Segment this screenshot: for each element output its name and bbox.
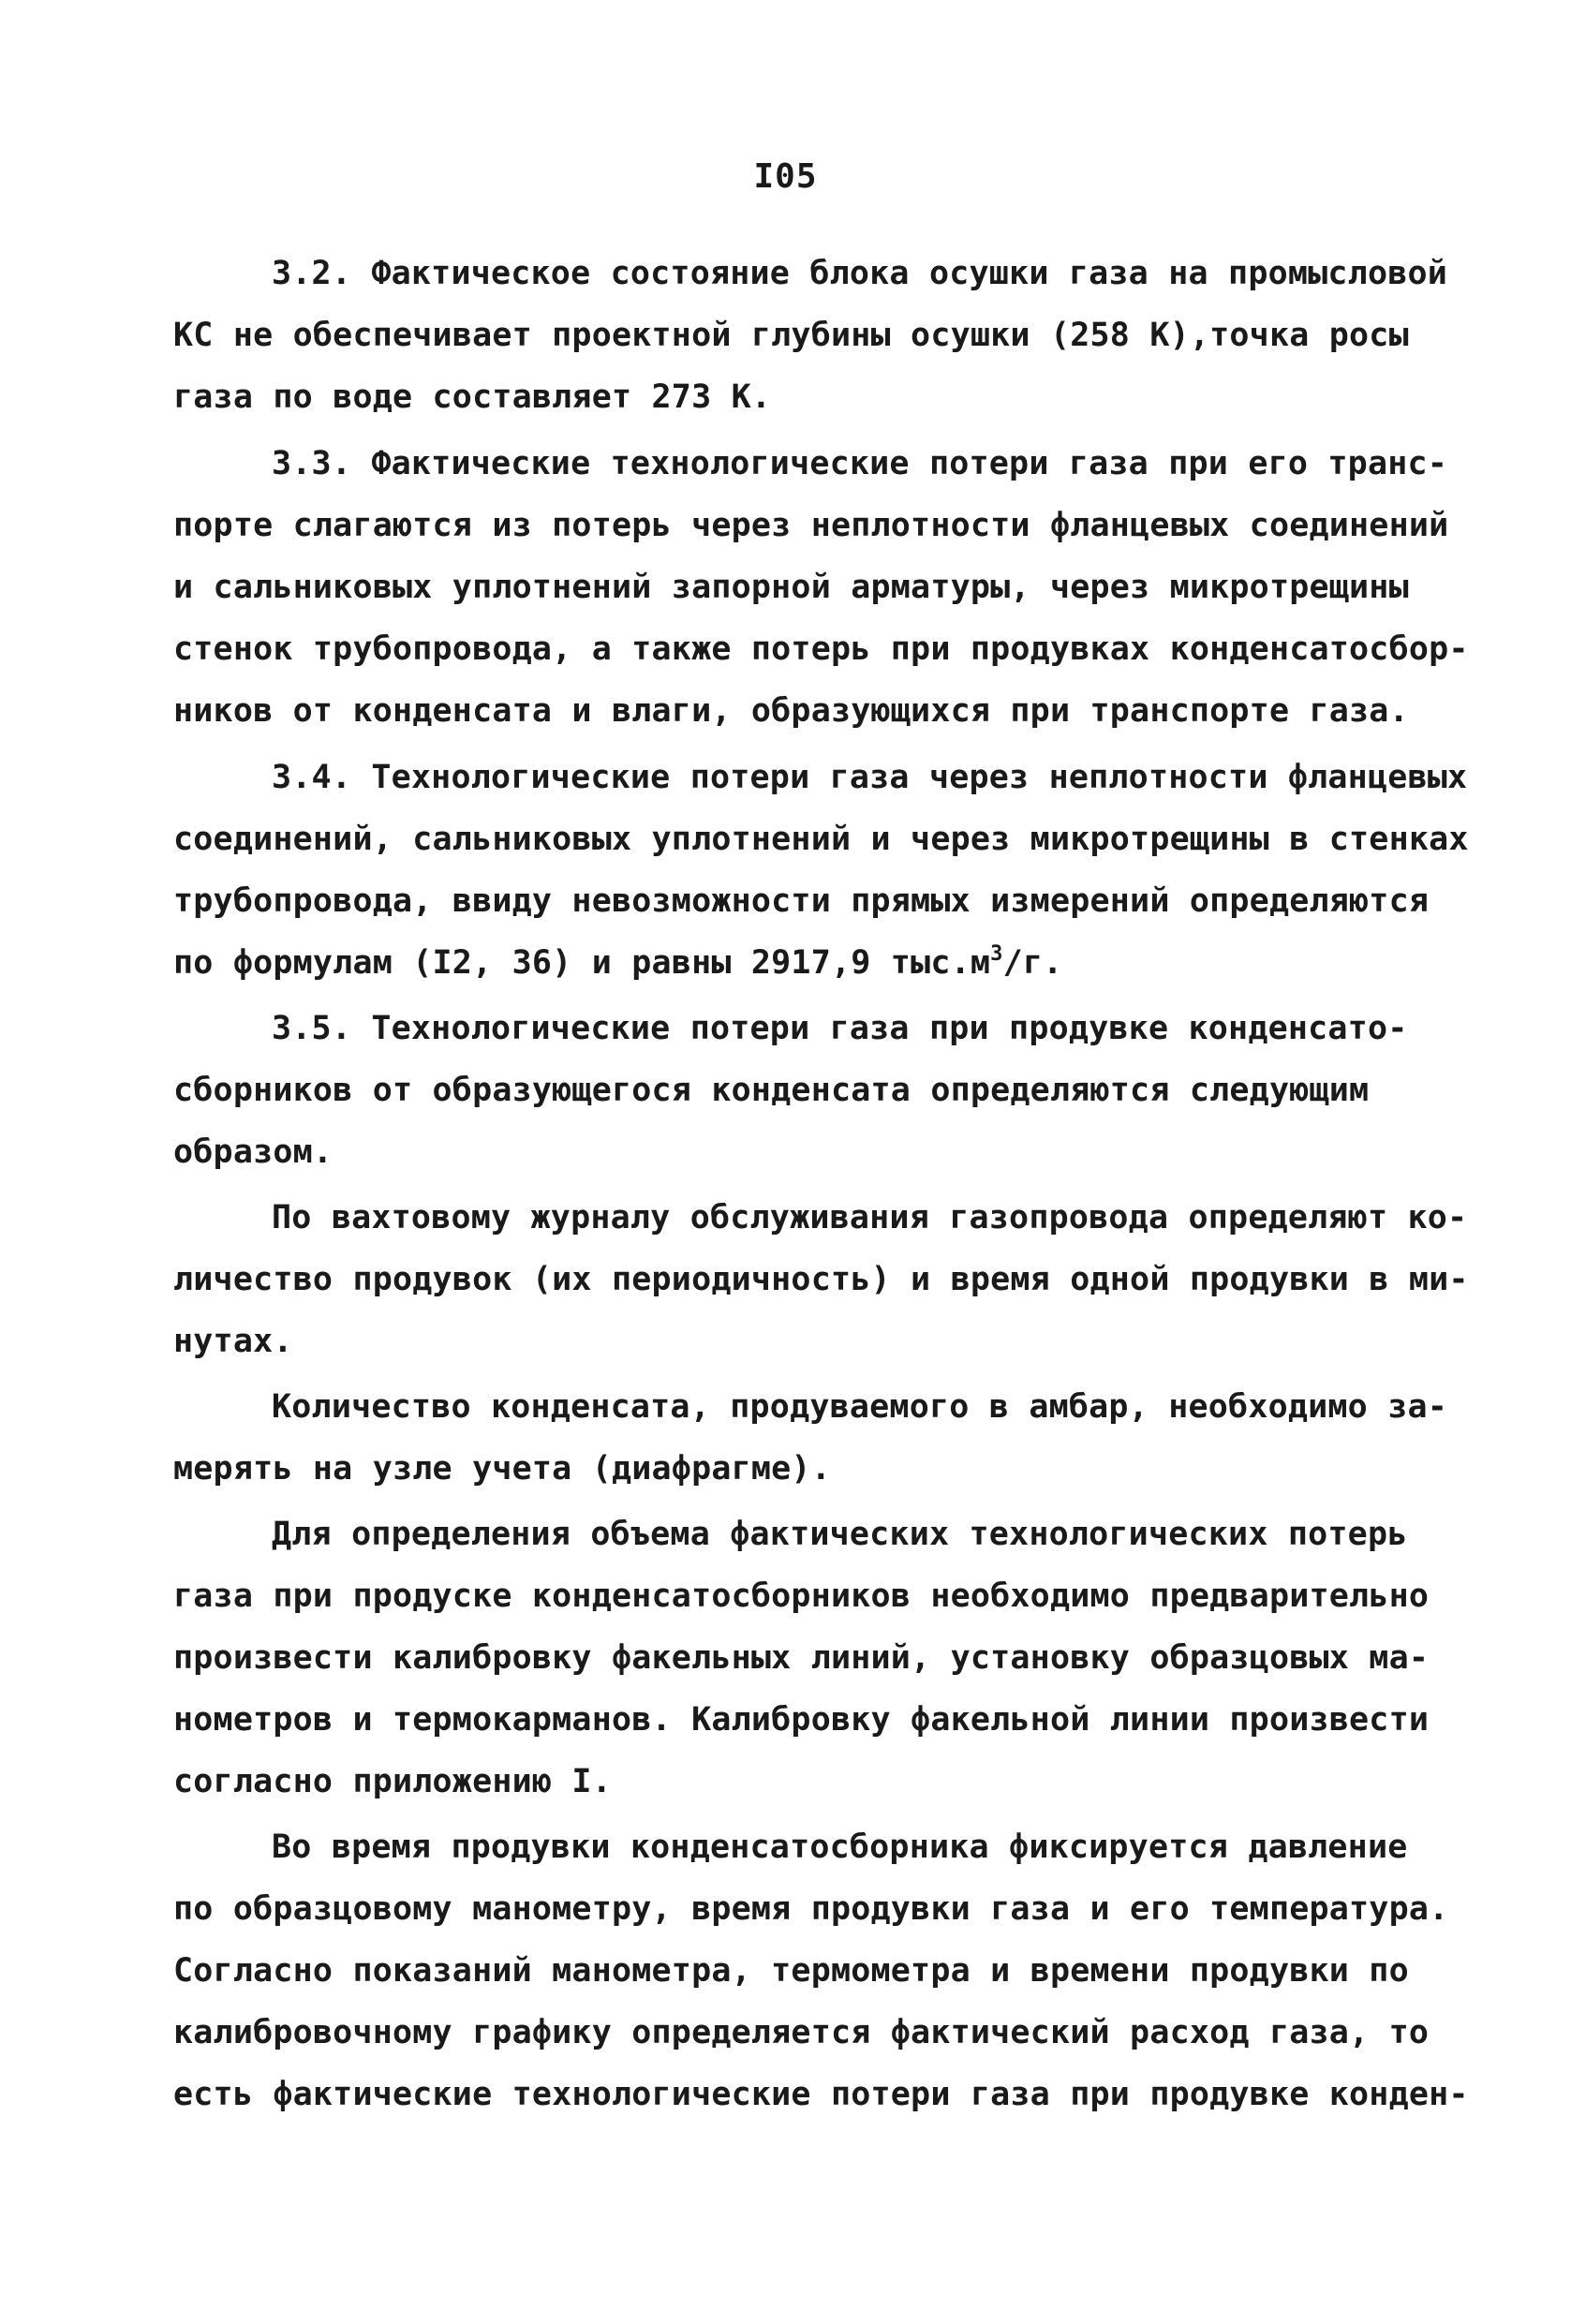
p3-5-line-2: сборников от образующегося конденсата определяются следующим <box>173 1072 1370 1109</box>
cubic-superscript: 3 <box>990 942 1003 966</box>
volume-line-5: согласно приложению I. <box>173 1763 612 1800</box>
volume-line-2: газа при продуске конденсатосборников необходимо предварительно <box>173 1577 1430 1615</box>
volume-line-1: Для определения объема фактических технологических потерь <box>272 1516 1408 1553</box>
p3-2-line-1: 3.2. Фактическое состояние блока осушки газа на промысловой <box>272 255 1448 292</box>
journal-line-3: нутах. <box>173 1323 293 1360</box>
journal-line-1: По вахтовому журналу обслуживания газопровода определяют ко- <box>272 1199 1468 1236</box>
p3-4-line-2: соединений, сальниковых уплотнений и через микротрещины в стенках <box>173 821 1469 858</box>
p3-5-line-1: 3.5. Технологические потери газа при продувке конденсато- <box>272 1010 1408 1047</box>
during-line-3: Согласно показаний манометра, термометра и времени продувки по <box>173 1952 1409 1990</box>
p3-4-line-1: 3.4. Технологические потери газа через неплотности фланцевых <box>272 759 1468 796</box>
condensate-line-2: мерять на узле учета (диафрагме). <box>173 1450 831 1488</box>
p3-3-line-1: 3.3. Фактические технологические потери газа при его транс- <box>272 445 1448 482</box>
during-line-1: Во время продувки конденсатосборника фиксируется давление <box>272 1828 1408 1866</box>
volume-line-4: нометров и термокарманов. Калибровку факельной линии произвести <box>173 1701 1430 1739</box>
p3-4-line-4-text: по формулам (I2, 36) и равны 2917,9 тыс.м <box>173 944 991 982</box>
journal-line-2: личество продувок (их периодичность) и время одной продувки в ми- <box>173 1261 1469 1298</box>
p3-3-line-3: и сальниковых уплотнений запорной арматуры, через микротрещины <box>173 569 1409 606</box>
p3-2-line-2: КС не обеспечивает проектной глубины осушки (258 К),точка росы <box>173 317 1409 354</box>
unit-tail: /г. <box>1002 944 1063 982</box>
page-number: I05 <box>753 157 818 196</box>
p3-5-line-3: образом. <box>173 1133 333 1171</box>
p3-3-line-2: порте слагаются из потерь через неплотности фланцевых соединений <box>173 507 1449 544</box>
p3-2-line-3: газа по воде составляет 273 К. <box>173 378 772 416</box>
p3-3-line-5: ников от конденсата и влаги, образующихся при транспорте газа. <box>173 692 1409 730</box>
during-line-2: по образцовому манометру, время продувки газа и его температура. <box>173 1890 1449 1928</box>
p3-3-line-4: стенок трубопровода, а также потерь при продувках конденсатосбор- <box>173 630 1469 668</box>
during-line-4: калибровочному графику определяется фактический расход газа, то <box>173 2014 1430 2051</box>
p3-4-line-3: трубопровода, ввиду невозможности прямых измерений определяются <box>173 882 1430 920</box>
p3-4-line-4 <box>173 944 1062 982</box>
during-line-5: есть фактические технологические потери газа при продувке конден- <box>173 2076 1469 2113</box>
condensate-line-1: Количество конденсата, продуваемого в амбар, необходимо за- <box>272 1388 1448 1426</box>
volume-line-3: произвести калибровку факельных линий, установку образцовых ма- <box>173 1639 1430 1677</box>
